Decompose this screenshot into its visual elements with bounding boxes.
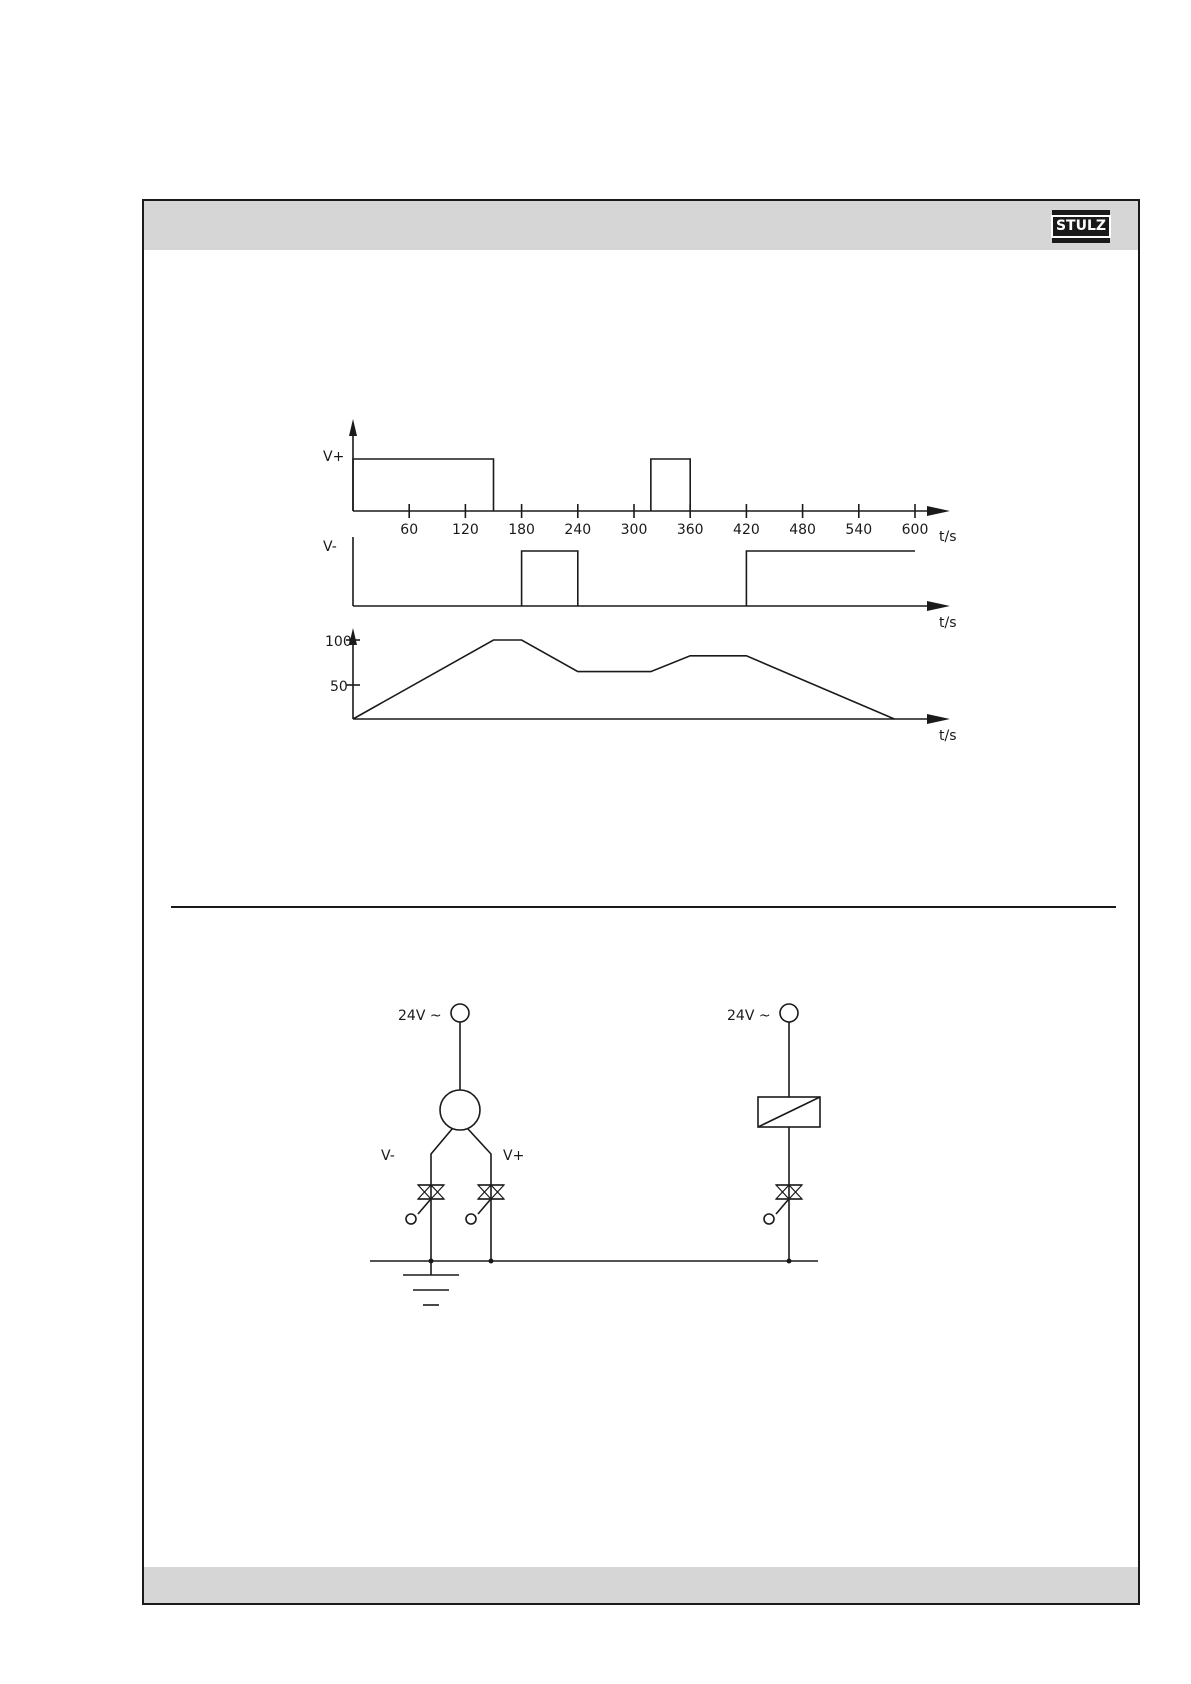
- time-tick-label: 600: [901, 522, 929, 538]
- time-tick-label: 60: [400, 522, 419, 538]
- time-tick-label: 180: [508, 522, 535, 538]
- time-tick-label: 240: [564, 522, 592, 538]
- vminus-signal: [522, 551, 915, 606]
- ground-bus: [370, 1246, 818, 1305]
- time-tick-label: 480: [789, 522, 816, 538]
- triac-v-minus: [406, 1185, 444, 1224]
- supply-terminal-right: [780, 1004, 798, 1022]
- relay-coil-diagonal: [758, 1097, 820, 1127]
- time-tick-label: 420: [733, 522, 760, 538]
- time-ticks: [400, 504, 928, 538]
- vminus-x-arrow: [927, 601, 950, 611]
- v-plus-label: V+: [503, 1148, 525, 1164]
- triac-v-plus: [466, 1185, 504, 1224]
- logo-text: STULZ: [1051, 215, 1111, 238]
- y-label-100: 100: [325, 634, 352, 650]
- v-plus-wire: [468, 1129, 491, 1246]
- vplus-pulse-1: [651, 459, 690, 511]
- vplus-axis-label: V+: [323, 449, 345, 465]
- time-unit-label-2: t/s: [939, 615, 957, 631]
- supply-label-left: 24V ~: [398, 1008, 442, 1024]
- motor-symbol: [440, 1090, 480, 1130]
- position-x-arrow: [927, 714, 950, 724]
- vminus-axis-label: V-: [323, 539, 337, 555]
- time-tick-label: 120: [452, 522, 479, 538]
- vminus-pulse-1: [746, 551, 915, 606]
- vminus-pulse-0: [522, 551, 578, 606]
- timing-chart: [323, 419, 957, 744]
- vplus-x-arrow: [927, 506, 950, 516]
- time-unit-label-3: t/s: [939, 728, 957, 744]
- position-curve: [353, 640, 894, 719]
- time-unit-label-1: t/s: [939, 529, 957, 545]
- time-tick-label: 540: [845, 522, 873, 538]
- triac-relay: [764, 1185, 802, 1224]
- vplus-y-arrow: [349, 419, 357, 436]
- supply-label-right: 24V ~: [727, 1008, 771, 1024]
- vplus-signal: [353, 459, 690, 511]
- y-label-50: 50: [330, 679, 348, 695]
- time-tick-label: 300: [620, 522, 648, 538]
- motor-circuit: [381, 1004, 524, 1246]
- vplus-pulse-0: [353, 459, 494, 511]
- time-tick-label: 360: [676, 522, 704, 538]
- v-minus-label: V-: [381, 1148, 395, 1164]
- relay-circuit: [727, 1004, 820, 1246]
- supply-terminal-left: [451, 1004, 469, 1022]
